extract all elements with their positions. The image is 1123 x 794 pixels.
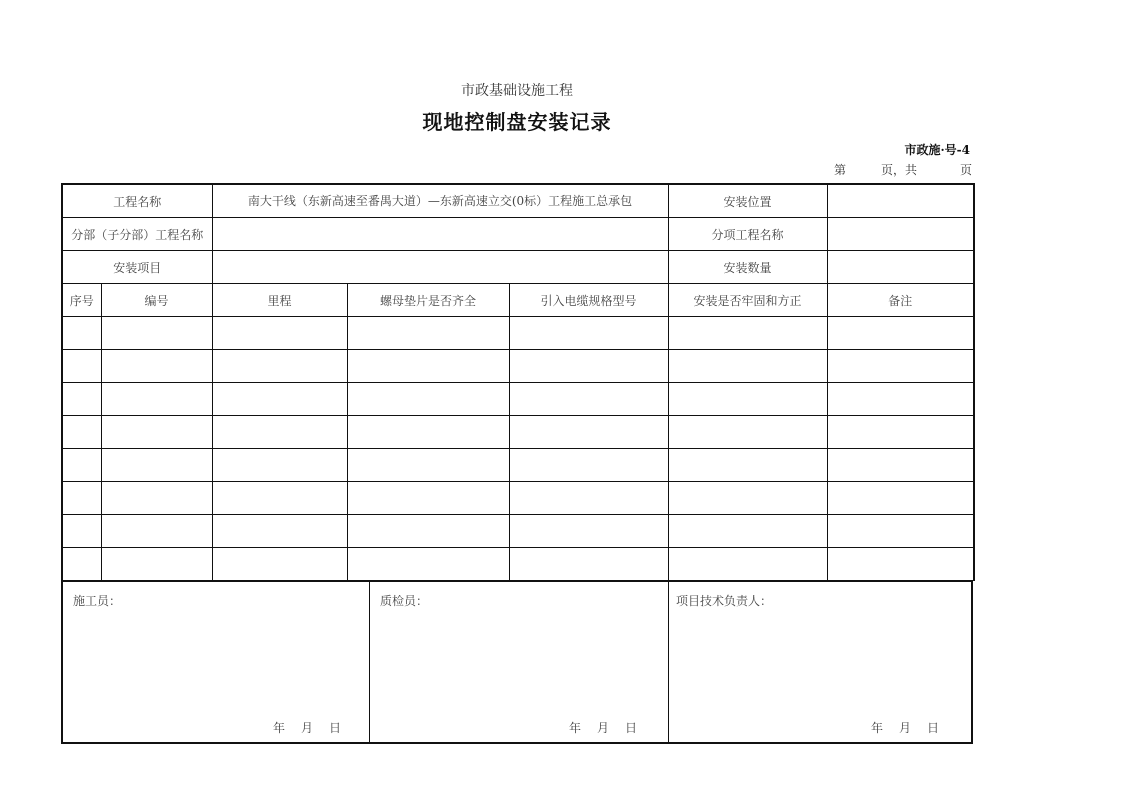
cell-install-firm[interactable] — [668, 416, 827, 449]
cell-mileage[interactable] — [212, 515, 347, 548]
cell-remarks[interactable] — [827, 515, 974, 548]
cell-cable-spec[interactable] — [509, 350, 668, 383]
table-row — [62, 548, 974, 581]
form-subtitle: 市政基础设施工程 — [461, 83, 573, 99]
cell-install-firm[interactable] — [668, 383, 827, 416]
cell-nut-washer[interactable] — [347, 416, 509, 449]
cell-cable-spec[interactable] — [509, 383, 668, 416]
install-record-table — [61, 183, 975, 581]
cell-number[interactable] — [101, 482, 212, 515]
project-name-value: 南大干线（东新高速至番禺大道）—东新高速立交(0标）工程施工总承包 — [247, 194, 633, 208]
date-year: 年 — [569, 721, 582, 735]
signature-tech-lead[interactable] — [668, 580, 973, 744]
date-year: 年 — [273, 721, 286, 735]
install-qty-value[interactable] — [827, 251, 974, 284]
cell-number[interactable] — [101, 350, 212, 383]
cell-seq[interactable] — [62, 416, 101, 449]
cell-seq[interactable] — [62, 548, 101, 581]
cell-number[interactable] — [101, 317, 212, 350]
date-month: 月 — [899, 721, 912, 735]
table-row — [62, 515, 974, 548]
install-location-value[interactable] — [827, 184, 974, 218]
cell-nut-washer[interactable] — [347, 449, 509, 482]
cell-mileage[interactable] — [212, 482, 347, 515]
cell-cable-spec[interactable] — [509, 515, 668, 548]
row-install-item — [62, 251, 974, 284]
cell-number[interactable] — [101, 449, 212, 482]
date-day: 日 — [625, 721, 638, 735]
cell-install-firm[interactable] — [668, 515, 827, 548]
cell-cable-spec[interactable] — [509, 482, 668, 515]
column-header-row — [62, 284, 974, 317]
inspector-date — [569, 719, 653, 736]
cell-number[interactable] — [101, 548, 212, 581]
page-di: 第 — [834, 163, 847, 177]
cell-seq[interactable] — [62, 515, 101, 548]
cell-remarks[interactable] — [827, 416, 974, 449]
date-month: 月 — [597, 721, 610, 735]
tech-lead-date — [871, 719, 955, 736]
install-qty-label: 安装数量 — [668, 251, 827, 284]
cell-mileage[interactable] — [212, 317, 347, 350]
col-header-seq: 序号 — [62, 284, 101, 317]
cell-nut-washer[interactable] — [347, 317, 509, 350]
cell-nut-washer[interactable] — [347, 482, 509, 515]
cell-seq[interactable] — [62, 482, 101, 515]
cell-nut-washer[interactable] — [347, 350, 509, 383]
subdivision-value[interactable] — [212, 218, 668, 251]
cell-cable-spec[interactable] — [509, 416, 668, 449]
cell-mileage[interactable] — [212, 416, 347, 449]
cell-number[interactable] — [101, 383, 212, 416]
form-code: 市政施·号-4 — [904, 143, 970, 157]
row-subdivision — [62, 218, 974, 251]
table-row — [62, 416, 974, 449]
table-row — [62, 383, 974, 416]
cell-number[interactable] — [101, 416, 212, 449]
col-header-nut-washer: 螺母垫片是否齐全 — [347, 284, 509, 317]
cell-install-firm[interactable] — [668, 449, 827, 482]
install-item-value[interactable] — [212, 251, 668, 284]
cell-remarks[interactable] — [827, 350, 974, 383]
table-row — [62, 449, 974, 482]
cell-cable-spec[interactable] — [509, 317, 668, 350]
cell-mileage[interactable] — [212, 449, 347, 482]
cell-mileage[interactable] — [212, 350, 347, 383]
constructor-label: 施工员： — [73, 594, 122, 608]
cell-install-firm[interactable] — [668, 317, 827, 350]
constructor-date — [273, 719, 357, 736]
cell-nut-washer[interactable] — [347, 383, 509, 416]
cell-cable-spec[interactable] — [509, 548, 668, 581]
cell-seq[interactable] — [62, 383, 101, 416]
col-header-cable-spec: 引入电缆规格型号 — [509, 284, 668, 317]
form-title: 现地控制盘安装记录 — [422, 110, 612, 134]
cell-mileage[interactable] — [212, 548, 347, 581]
cell-remarks[interactable] — [827, 317, 974, 350]
inspector-label: 质检员： — [380, 594, 429, 608]
page-ye-gong: 页，共 — [881, 163, 918, 177]
date-day: 日 — [329, 721, 342, 735]
cell-remarks[interactable] — [827, 482, 974, 515]
cell-remarks[interactable] — [827, 383, 974, 416]
col-header-install-firm: 安装是否牢固和方正 — [668, 284, 827, 317]
table-row — [62, 317, 974, 350]
cell-seq[interactable] — [62, 449, 101, 482]
cell-install-firm[interactable] — [668, 548, 827, 581]
cell-cable-spec[interactable] — [509, 449, 668, 482]
date-year: 年 — [871, 721, 884, 735]
install-location-label: 安装位置 — [668, 184, 827, 218]
cell-remarks[interactable] — [827, 548, 974, 581]
cell-mileage[interactable] — [212, 383, 347, 416]
date-month: 月 — [301, 721, 314, 735]
col-header-remarks: 备注 — [827, 284, 974, 317]
col-header-mileage: 里程 — [212, 284, 347, 317]
project-name-label: 工程名称 — [62, 184, 212, 218]
signature-inspector[interactable] — [369, 580, 669, 744]
cell-nut-washer[interactable] — [347, 548, 509, 581]
sub-item-value[interactable] — [827, 218, 974, 251]
col-header-number: 编号 — [101, 284, 212, 317]
project-name-cell[interactable] — [212, 184, 668, 218]
table-row — [62, 482, 974, 515]
cell-nut-washer[interactable] — [347, 515, 509, 548]
cell-number[interactable] — [101, 515, 212, 548]
cell-seq[interactable] — [62, 350, 101, 383]
signature-constructor[interactable] — [61, 580, 370, 744]
tech-lead-label: 项目技术负责人： — [676, 594, 773, 608]
page-ye: 页 — [960, 163, 973, 177]
table-row — [62, 350, 974, 383]
install-item-label: 安装项目 — [62, 251, 212, 284]
cell-seq[interactable] — [62, 317, 101, 350]
cell-remarks[interactable] — [827, 449, 974, 482]
sub-item-label: 分项工程名称 — [668, 218, 827, 251]
cell-install-firm[interactable] — [668, 350, 827, 383]
cell-install-firm[interactable] — [668, 482, 827, 515]
date-day: 日 — [927, 721, 940, 735]
row-project-name — [62, 184, 974, 218]
subdivision-label: 分部（子分部）工程名称 — [62, 218, 212, 251]
